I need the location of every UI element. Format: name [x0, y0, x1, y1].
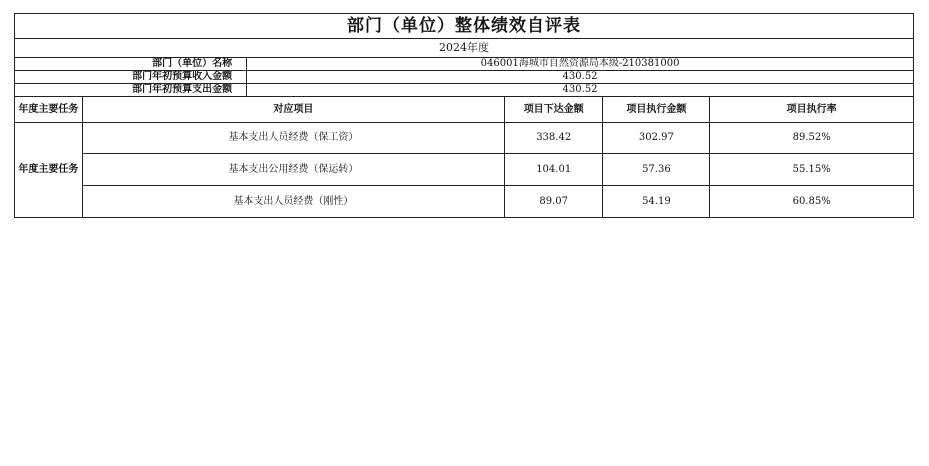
fiscal-year: 2024年度	[15, 39, 914, 58]
task-issued: 104.01	[504, 154, 603, 186]
task-project: 基本支出人员经费（保工资）	[82, 123, 504, 154]
evaluation-table	[14, 13, 914, 218]
task-row	[15, 186, 914, 218]
unit-name-label: 部门（单位）名称	[15, 58, 247, 71]
income-budget-value: 430.52	[247, 71, 914, 84]
task-rate: 55.15%	[710, 154, 914, 186]
task-row	[15, 154, 914, 186]
task-project: 基本支出公用经费（保运转）	[82, 154, 504, 186]
task-rate: 60.85%	[710, 186, 914, 218]
expense-budget-value: 430.52	[247, 84, 914, 97]
task-header: 年度主要任务	[15, 97, 83, 123]
task-executed: 54.19	[603, 186, 710, 218]
task-issued: 338.42	[504, 123, 603, 154]
task-issued: 89.07	[504, 186, 603, 218]
task-row	[15, 123, 914, 154]
unit-name-value: 046001海城市自然资源局本级-210381000	[247, 58, 914, 71]
task-rate: 89.52%	[710, 123, 914, 154]
expense-budget-label: 部门年初预算支出金额	[15, 84, 247, 97]
page-title: 部门（单位）整体绩效自评表	[15, 14, 914, 39]
task-project: 基本支出人员经费（刚性）	[82, 186, 504, 218]
execution-rate-header: 项目执行率	[710, 97, 914, 123]
performance-evaluation-sheet	[14, 13, 914, 466]
executed-amount-header: 项目执行金额	[603, 97, 710, 123]
issued-amount-header: 项目下达金额	[504, 97, 603, 123]
tasks-label: 年度主要任务	[15, 123, 83, 218]
task-executed: 302.97	[603, 123, 710, 154]
income-budget-label: 部门年初预算收入金额	[15, 71, 247, 84]
project-header: 对应项目	[82, 97, 504, 123]
task-executed: 57.36	[603, 154, 710, 186]
